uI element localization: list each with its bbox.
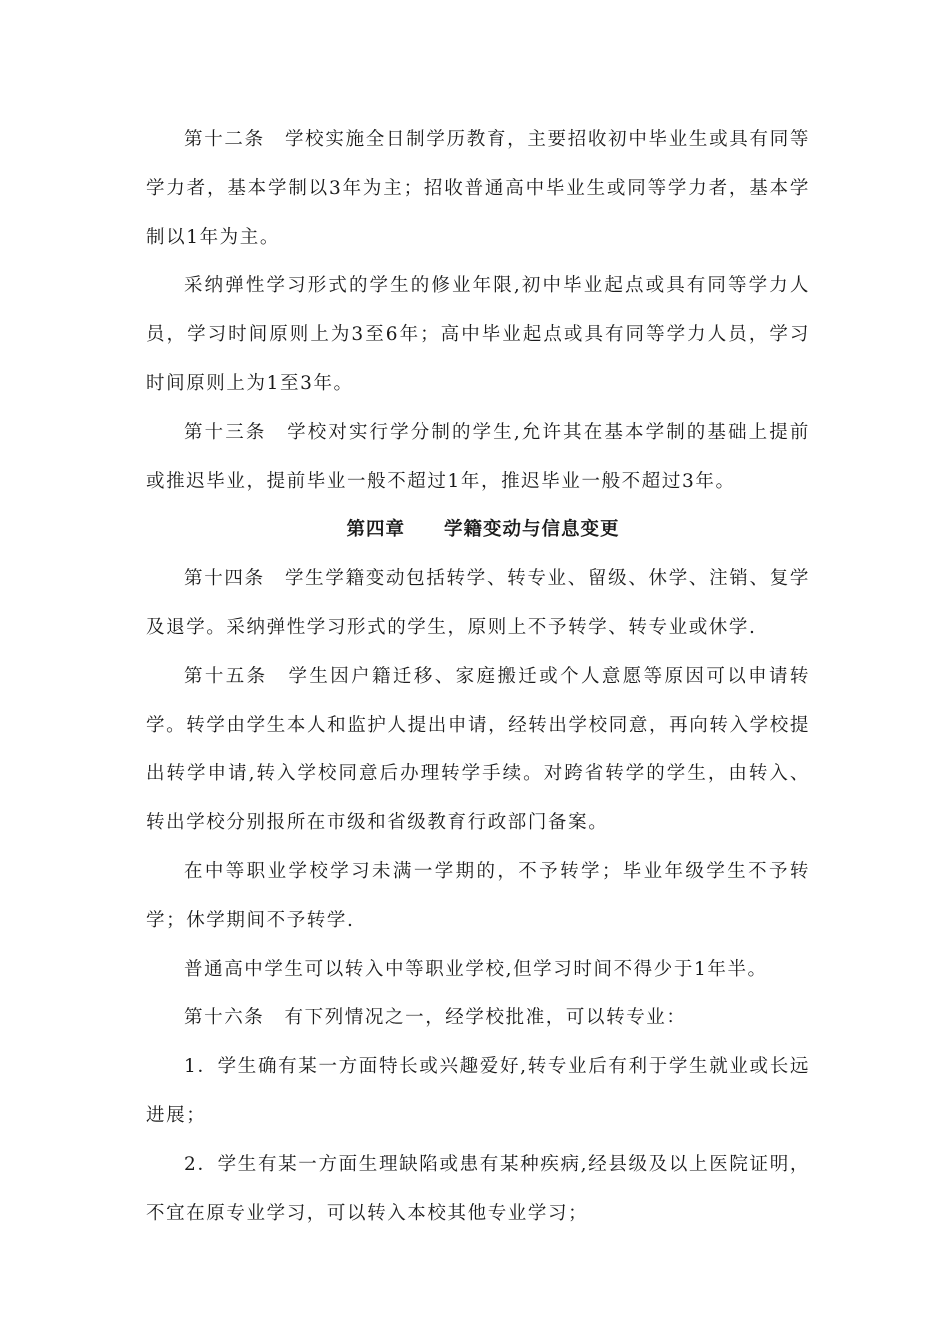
article-12-paragraph: 第十二条 学校实施全日制学历教育，主要招收初中毕业生或具有同等学力者，基本学制以3年为主；招收普通高中毕业生或同等学力者，基本学制以1年为主。 — [146, 129, 810, 248]
chapter-heading: 第四章 学籍变动与信息变更 — [346, 519, 620, 541]
high-school-transfer-paragraph: 普通高中学生可以转入中等职业学校,但学习时间不得少于1年半。 — [184, 958, 768, 980]
article-15-paragraph: 第十五条 学生因户籍迁移、家庭搬迁或个人意愿等原因可以申请转学。转学由学生本人和监护人提出申请，经转出学校同意，再向转入学校提出转学申请,转入学校同意后办理转学手续。对跨省转学的学生，由转入、转出学校分别报所在市级和省级教育行政部门备案。 — [146, 665, 810, 834]
flexible-study-paragraph: 采纳弹性学习形式的学生的修业年限,初中毕业起点或具有同等学力人员，学习时间原则上为3至6年；高中毕业起点或具有同等学力人员，学习时间原则上为1至3年。 — [146, 275, 810, 394]
article-14-paragraph: 第十四条 学生学籍变动包括转学、转专业、留级、休学、注销、复学及退学。采纳弹性学习形式的学生，原则上不予转学、转专业或休学. — [146, 568, 810, 638]
list-item-1: 1．学生确有某一方面特长或兴趣爱好,转专业后有利于学生就业或长远进展； — [146, 1056, 810, 1126]
document-body — [146, 116, 810, 1238]
list-item-2: 2．学生有某一方面生理缺陷或患有某种疾病,经县级及以上医院证明，不宜在原专业学习，可以转入本校其他专业学习； — [146, 1153, 810, 1224]
transfer-restriction-paragraph: 在中等职业学校学习未满一学期的，不予转学；毕业年级学生不予转学；休学期间不予转学. — [146, 860, 810, 931]
article-16-paragraph: 第十六条 有下列情况之一，经学校批准，可以转专业： — [184, 1007, 687, 1029]
article-13-paragraph: 第十三条 学校对实行学分制的学生,允许其在基本学制的基础上提前或推迟毕业，提前毕业一般不超过1年，推迟毕业一般不超过3年。 — [146, 421, 810, 492]
